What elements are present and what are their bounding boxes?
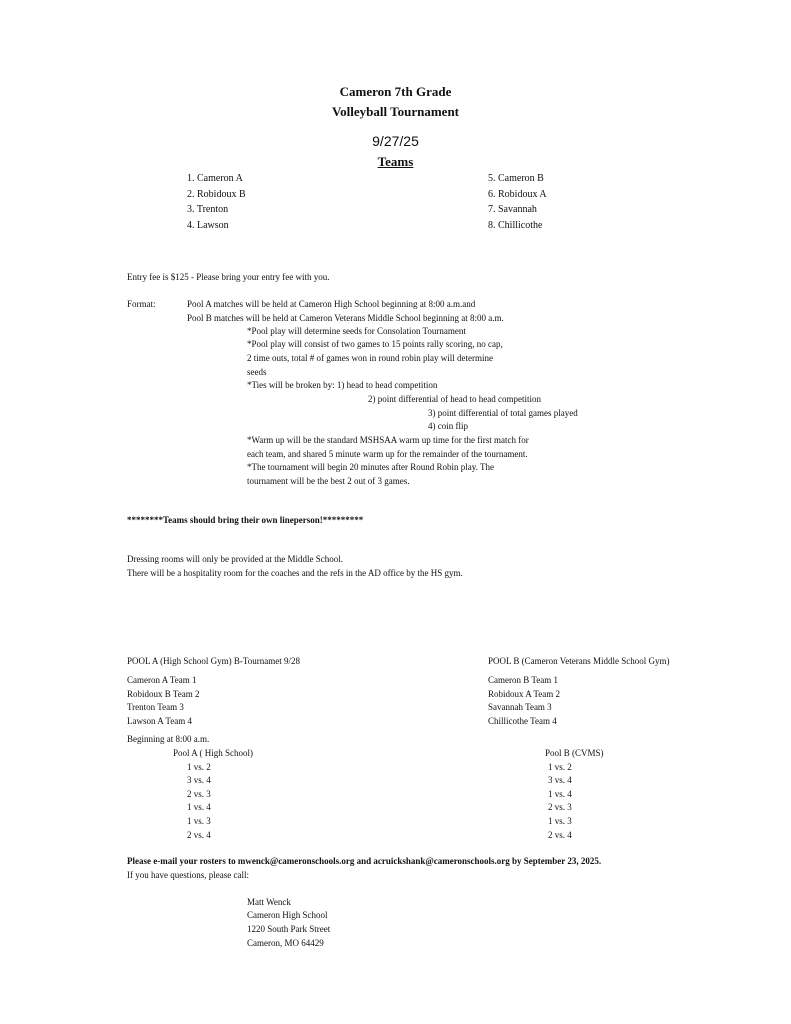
format-rule-line: *Ties will be broken by: 1) head to head competition xyxy=(247,380,438,390)
format-rule-line: *Warm up will be the standard MSHSAA warm up time for the first match for xyxy=(247,435,529,445)
team-list-item: 5. Cameron B xyxy=(488,173,544,184)
pool-b-schedule-label: Pool B (CVMS) xyxy=(545,748,604,758)
pool-a-match: 1 vs. 2 xyxy=(187,762,211,772)
team-list-item: 3. Trenton xyxy=(187,204,229,215)
pool-b-heading: POOL B (Cameron Veterans Middle School Gym) xyxy=(488,656,670,666)
pool-b-match: 1 vs. 4 xyxy=(548,789,572,799)
title-line-1: Cameron 7th Grade xyxy=(339,84,452,99)
pool-a-match: 1 vs. 3 xyxy=(187,816,211,826)
format-rule-line: tournament will be the best 2 out of 3 games. xyxy=(247,476,410,486)
format-rule-line: 3) point differential of total games played xyxy=(428,408,578,418)
title-line-2: Volleyball Tournament xyxy=(331,104,460,119)
pool-a-team: Lawson A Team 4 xyxy=(127,716,192,726)
team-list-item: 7. Savannah xyxy=(488,204,537,215)
teams-heading: Teams xyxy=(377,154,414,169)
format-rule-line: 4) coin flip xyxy=(428,421,468,431)
pool-b-team: Robidoux A Team 2 xyxy=(488,689,560,699)
dressing-rooms-text: Dressing rooms will only be provided at the Middle School. xyxy=(127,554,343,564)
format-rule-line: *Pool play will determine seeds for Consolation Tournament xyxy=(247,326,466,336)
team-list-item: 2. Robidoux B xyxy=(187,189,246,200)
pool-b-team: Chillicothe Team 4 xyxy=(488,716,557,726)
pool-b-match: 2 vs. 4 xyxy=(548,830,572,840)
pool-a-team: Trenton Team 3 xyxy=(127,702,184,712)
event-date: 9/27/25 xyxy=(372,133,419,149)
format-pool-a-line: Pool A matches will be held at Cameron High School beginning at 8:00 a.m.and xyxy=(187,299,476,309)
pool-b-team: Cameron B Team 1 xyxy=(488,675,558,685)
roster-notice: Please e-mail your rosters to mwenck@cameronschools.org and acruickshank@cameronschools.org by September 23, 2025. xyxy=(127,856,602,866)
team-list-item: 8. Chillicothe xyxy=(488,220,543,231)
team-list-item: 6. Robidoux A xyxy=(488,189,547,200)
contact-street: 1220 South Park Street xyxy=(247,924,331,934)
format-rule-line: seeds xyxy=(247,367,267,377)
contact-city: Cameron, MO 64429 xyxy=(247,938,324,948)
pool-a-match: 2 vs. 4 xyxy=(187,830,211,840)
entry-fee-text: Entry fee is $125 - Please bring your entry fee with you. xyxy=(127,272,330,282)
questions-text: If you have questions, please call: xyxy=(127,870,249,880)
pool-a-match: 2 vs. 3 xyxy=(187,789,211,799)
format-rule-line: 2) point differential of head to head competition xyxy=(368,394,542,404)
lineperson-notice: ********Teams should bring their own lineperson!********* xyxy=(127,515,364,525)
pool-b-match: 1 vs. 2 xyxy=(548,762,572,772)
pool-b-match: 1 vs. 3 xyxy=(548,816,572,826)
format-rule-line: *Pool play will consist of two games to 15 points rally scoring, no cap, xyxy=(247,339,503,349)
format-rule-line: 2 time outs, total # of games won in round robin play will determine xyxy=(247,353,493,363)
pool-a-schedule-label: Pool A ( High School) xyxy=(173,748,254,758)
pool-a-match: 3 vs. 4 xyxy=(187,775,211,785)
format-rule-line: each team, and shared 5 minute warm up for the remainder of the tournament. xyxy=(247,449,528,459)
contact-name: Matt Wenck xyxy=(247,897,291,907)
format-label: Format: xyxy=(127,299,156,309)
pool-a-team: Cameron A Team 1 xyxy=(127,675,197,685)
team-list-item: 4. Lawson xyxy=(187,220,229,231)
team-list-item: 1. Cameron A xyxy=(187,173,243,184)
contact-school: Cameron High School xyxy=(247,910,328,920)
pool-b-team: Savannah Team 3 xyxy=(488,702,552,712)
pool-a-match: 1 vs. 4 xyxy=(187,802,211,812)
hospitality-text: There will be a hospitality room for the coaches and the refs in the AD office by the HS gym. xyxy=(127,568,463,578)
format-pool-b-line: Pool B matches will be held at Cameron Veterans Middle School beginning at 8:00 a.m. xyxy=(187,313,504,323)
pool-b-match: 2 vs. 3 xyxy=(548,802,572,812)
pool-b-match: 3 vs. 4 xyxy=(548,775,572,785)
schedule-start-time: Beginning at 8:00 a.m. xyxy=(127,734,210,744)
format-rule-line: *The tournament will begin 20 minutes after Round Robin play. The xyxy=(247,462,494,472)
pool-a-team: Robidoux B Team 2 xyxy=(127,689,200,699)
pool-a-heading: POOL A (High School Gym) B-Tournamet 9/28 xyxy=(127,656,301,666)
